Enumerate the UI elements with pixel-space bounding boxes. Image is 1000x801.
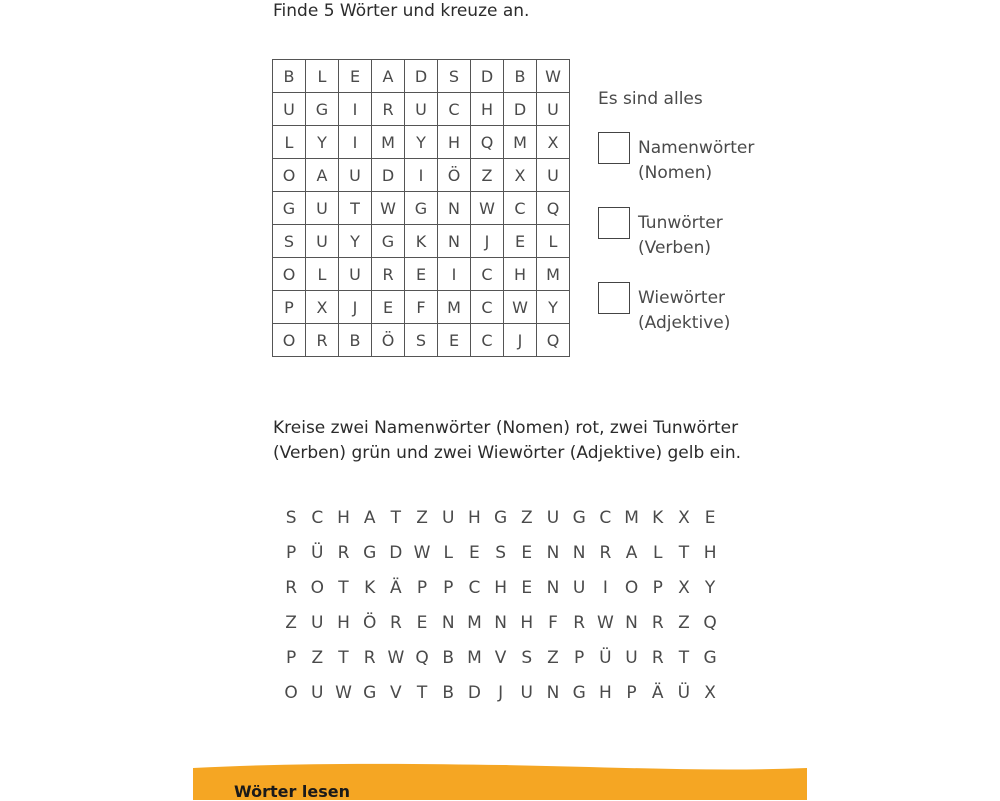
letter[interactable]: M — [467, 647, 482, 668]
letter[interactable]: Z — [416, 507, 428, 528]
grid-cell[interactable]: C — [471, 324, 504, 357]
grid-cell[interactable]: D — [504, 93, 537, 126]
letter[interactable]: U — [625, 647, 638, 668]
grid-cell[interactable]: C — [471, 258, 504, 291]
grid-cell[interactable]: E — [339, 60, 372, 93]
grid-cell[interactable]: A — [306, 159, 339, 192]
letter[interactable]: O — [310, 577, 324, 598]
letter[interactable]: H — [494, 577, 507, 598]
grid-cell[interactable]: C — [504, 192, 537, 225]
grid-cell[interactable]: F — [405, 291, 438, 324]
grid-cell[interactable]: Ö — [372, 324, 405, 357]
grid-cell[interactable]: S — [438, 60, 471, 93]
grid-cell[interactable]: E — [405, 258, 438, 291]
letter[interactable]: Q — [415, 647, 429, 668]
grid-cell[interactable]: M — [438, 291, 471, 324]
grid-cell[interactable]: H — [471, 93, 504, 126]
letter[interactable]: N — [546, 542, 560, 563]
grid-cell[interactable]: Q — [471, 126, 504, 159]
letter[interactable]: Z — [311, 647, 324, 668]
letter[interactable]: Ö — [362, 612, 377, 633]
letter[interactable]: M — [467, 612, 482, 633]
grid-cell[interactable]: W — [537, 60, 570, 93]
letter[interactable]: G — [703, 647, 717, 668]
letter[interactable]: O — [284, 682, 298, 703]
grid-cell[interactable]: U — [339, 159, 372, 192]
letter[interactable]: P — [285, 647, 297, 668]
letter[interactable]: E — [416, 612, 428, 633]
letter[interactable]: Z — [285, 612, 297, 633]
letter-block — [278, 500, 723, 710]
letter[interactable]: U — [572, 577, 586, 598]
grid-cell[interactable]: E — [438, 324, 471, 357]
letter[interactable]: N — [572, 542, 586, 563]
letter[interactable]: B — [442, 647, 455, 668]
grid-cell[interactable]: U — [339, 258, 372, 291]
letter[interactable]: A — [625, 542, 638, 563]
grid-cell[interactable]: M — [504, 126, 537, 159]
grid-cell[interactable]: Ö — [438, 159, 471, 192]
grid-cell[interactable]: L — [306, 258, 339, 291]
letter[interactable]: L — [443, 542, 453, 563]
letter[interactable]: G — [494, 507, 508, 528]
letter[interactable]: O — [624, 577, 639, 598]
letter[interactable]: P — [652, 577, 663, 598]
letter[interactable]: W — [387, 647, 405, 668]
letter[interactable]: T — [338, 577, 349, 598]
grid-cell[interactable]: I — [339, 93, 372, 126]
letter[interactable]: C — [599, 507, 612, 528]
grid-cell[interactable]: K — [405, 225, 438, 258]
grid-cell[interactable]: U — [306, 192, 339, 225]
letter-row — [278, 500, 723, 535]
grid-cell[interactable]: D — [372, 159, 405, 192]
letter[interactable]: U — [441, 507, 455, 528]
grid-cell[interactable]: X — [504, 159, 537, 192]
grid-cell[interactable]: D — [471, 60, 504, 93]
letter[interactable]: H — [337, 507, 350, 528]
grid-cell[interactable]: X — [537, 126, 570, 159]
word-search-grid — [272, 59, 570, 357]
letter[interactable]: V — [390, 682, 402, 703]
letter[interactable]: Ä — [651, 682, 664, 703]
letter[interactable]: W — [413, 542, 431, 563]
letter[interactable]: T — [678, 647, 690, 668]
letter[interactable]: T — [390, 507, 402, 528]
grid-cell[interactable]: U — [306, 225, 339, 258]
grid-cell[interactable]: O — [273, 324, 306, 357]
grid-cell[interactable]: N — [438, 192, 471, 225]
grid-cell[interactable]: B — [504, 60, 537, 93]
task1-instruction: Finde 5 Wörter und kreuze an. — [273, 1, 530, 21]
grid-cell[interactable]: D — [405, 60, 438, 93]
letter[interactable]: C — [311, 507, 324, 528]
grid-cell[interactable]: R — [306, 324, 339, 357]
letter[interactable]: R — [651, 612, 664, 633]
letter[interactable]: K — [652, 507, 664, 528]
option-adjektive-label: Wiewörter (Adjektive) — [638, 288, 731, 333]
grid-cell[interactable]: L — [273, 126, 306, 159]
letter[interactable]: A — [363, 507, 376, 528]
grid-cell[interactable]: W — [372, 192, 405, 225]
letter[interactable]: R — [285, 577, 297, 598]
letter-row — [278, 535, 723, 570]
letter[interactable]: N — [546, 682, 560, 703]
option-nomen-label: Namenwörter (Nomen) — [638, 138, 755, 183]
task2-instruction: Kreise zwei Namenwörter (Nomen) rot, zwei Tunwörter (Verben) grün und zwei Wiewörter (Adjektive) gelb ein. — [273, 418, 742, 463]
letter[interactable]: G — [363, 542, 377, 563]
grid-cell[interactable]: T — [339, 192, 372, 225]
grid-cell[interactable]: L — [537, 225, 570, 258]
grid-cell[interactable]: U — [537, 159, 570, 192]
letter-row — [278, 570, 723, 605]
grid-cell[interactable]: S — [273, 225, 306, 258]
checkbox-nomen[interactable] — [598, 132, 630, 164]
grid-cell[interactable]: Z — [471, 159, 504, 192]
letter[interactable]: P — [416, 577, 428, 598]
letter[interactable]: R — [337, 542, 350, 563]
letter[interactable]: T — [416, 682, 428, 703]
letter[interactable]: N — [625, 612, 638, 633]
letter[interactable]: N — [494, 612, 507, 633]
grid-cell[interactable]: U — [405, 93, 438, 126]
letter[interactable]: S — [285, 507, 297, 528]
footer-title: Wörter lesen — [234, 782, 351, 801]
letter[interactable]: Z — [520, 507, 533, 528]
letter[interactable]: U — [311, 682, 324, 703]
letter[interactable]: U — [311, 612, 324, 633]
grid-cell[interactable]: E — [372, 291, 405, 324]
letter-row — [278, 675, 723, 710]
letter[interactable]: P — [285, 542, 297, 563]
letter[interactable]: P — [443, 577, 454, 598]
grid-row — [273, 126, 570, 159]
grid-row — [273, 225, 570, 258]
grid-cell[interactable]: P — [273, 291, 306, 324]
letter[interactable]: R — [599, 542, 612, 563]
letter[interactable]: H — [598, 682, 612, 703]
grid-cell[interactable]: I — [339, 126, 372, 159]
letter[interactable]: H — [703, 542, 717, 563]
letter[interactable]: G — [572, 682, 586, 703]
grid-row — [273, 258, 570, 291]
letter[interactable]: G — [363, 682, 377, 703]
grid-cell[interactable]: J — [471, 225, 504, 258]
letter[interactable]: S — [521, 647, 533, 668]
grid-cell[interactable]: Y — [537, 291, 570, 324]
grid-cell[interactable]: Y — [306, 126, 339, 159]
letter[interactable]: V — [494, 647, 507, 668]
grid-cell[interactable]: W — [471, 192, 504, 225]
grid-cell[interactable]: H — [504, 258, 537, 291]
grid-cell[interactable]: L — [306, 60, 339, 93]
letter[interactable]: N — [546, 577, 560, 598]
letter[interactable]: E — [704, 507, 716, 528]
grid-cell[interactable]: G — [405, 192, 438, 225]
letter[interactable]: R — [651, 647, 664, 668]
letter[interactable]: E — [469, 542, 480, 563]
letter-row — [278, 605, 723, 640]
grid-cell[interactable]: O — [273, 159, 306, 192]
checkbox-verben[interactable] — [598, 207, 630, 239]
grid-cell[interactable]: I — [438, 258, 471, 291]
letter[interactable]: Z — [547, 647, 559, 668]
grid-cell[interactable]: N — [438, 225, 471, 258]
grid-cell[interactable]: C — [438, 93, 471, 126]
letter[interactable]: X — [704, 682, 716, 703]
letter[interactable]: B — [442, 682, 455, 703]
grid-cell[interactable]: M — [372, 126, 405, 159]
grid-cell[interactable]: X — [306, 291, 339, 324]
letter[interactable]: R — [389, 612, 402, 633]
letter[interactable]: Ü — [599, 647, 612, 668]
letter[interactable]: R — [363, 647, 376, 668]
letter[interactable]: Z — [678, 612, 690, 633]
grid-row — [273, 192, 570, 225]
letter[interactable]: R — [573, 612, 586, 633]
grid-cell[interactable]: J — [339, 291, 372, 324]
letter[interactable]: L — [652, 542, 663, 563]
grid-row — [273, 93, 570, 126]
grid-cell[interactable]: G — [273, 192, 306, 225]
letter[interactable]: U — [520, 682, 533, 703]
grid-cell[interactable]: R — [372, 258, 405, 291]
grid-cell[interactable]: W — [504, 291, 537, 324]
letter[interactable]: W — [335, 682, 352, 703]
letter[interactable]: H — [520, 612, 534, 633]
letter[interactable]: P — [574, 647, 585, 668]
grid-cell[interactable]: I — [405, 159, 438, 192]
grid-row — [273, 159, 570, 192]
grid-cell[interactable]: Y — [339, 225, 372, 258]
letter[interactable]: F — [548, 612, 558, 633]
grid-cell[interactable]: E — [504, 225, 537, 258]
letter[interactable]: J — [498, 682, 504, 703]
grid-cell[interactable]: C — [471, 291, 504, 324]
letter[interactable]: H — [337, 612, 350, 633]
grid-row — [273, 324, 570, 357]
grid-cell[interactable]: Q — [537, 192, 570, 225]
footer-banner — [193, 760, 807, 800]
letter[interactable]: G — [572, 507, 586, 528]
letter[interactable]: Ü — [311, 542, 324, 563]
grid-cell[interactable]: U — [273, 93, 306, 126]
letter[interactable]: P — [626, 682, 637, 703]
grid-cell[interactable]: B — [273, 60, 306, 93]
grid-cell[interactable]: M — [537, 258, 570, 291]
grid-cell[interactable]: G — [372, 225, 405, 258]
letter[interactable]: T — [678, 542, 690, 563]
letter[interactable]: N — [441, 612, 455, 633]
grid-cell[interactable]: A — [372, 60, 405, 93]
letter[interactable]: Ä — [390, 577, 402, 598]
letter[interactable]: Ü — [677, 682, 691, 703]
checkbox-adjektive[interactable] — [598, 282, 630, 314]
letter[interactable]: E — [521, 577, 533, 598]
letter[interactable]: W — [596, 612, 614, 633]
grid-cell[interactable]: S — [405, 324, 438, 357]
letter[interactable]: X — [678, 507, 690, 528]
letter[interactable]: D — [467, 682, 481, 703]
letter[interactable]: K — [364, 577, 376, 598]
grid-cell[interactable]: G — [306, 93, 339, 126]
letter[interactable]: M — [624, 507, 639, 528]
letter[interactable]: I — [602, 577, 608, 598]
letter-row — [278, 640, 723, 675]
grid-row — [273, 60, 570, 93]
grid-cell[interactable]: Q — [537, 324, 570, 357]
answer-question: Es sind alles — [598, 89, 703, 109]
letter[interactable]: D — [389, 542, 403, 563]
letter[interactable]: T — [338, 647, 349, 668]
grid-row — [273, 291, 570, 324]
grid-cell[interactable]: B — [339, 324, 372, 357]
grid-cell[interactable]: J — [504, 324, 537, 357]
letter[interactable]: E — [521, 542, 533, 563]
option-verben-label: Tunwörter (Verben) — [638, 213, 723, 258]
grid-cell[interactable]: R — [372, 93, 405, 126]
letter[interactable]: H — [468, 507, 481, 528]
letter[interactable]: X — [678, 577, 690, 598]
letter[interactable]: Q — [703, 612, 717, 633]
letter[interactable]: C — [468, 577, 481, 598]
letter[interactable]: U — [546, 507, 560, 528]
letter[interactable]: S — [495, 542, 506, 563]
grid-cell[interactable]: H — [438, 126, 471, 159]
grid-cell[interactable]: Y — [405, 126, 438, 159]
letter[interactable]: Y — [704, 577, 716, 598]
grid-cell[interactable]: O — [273, 258, 306, 291]
grid-cell[interactable]: U — [537, 93, 570, 126]
